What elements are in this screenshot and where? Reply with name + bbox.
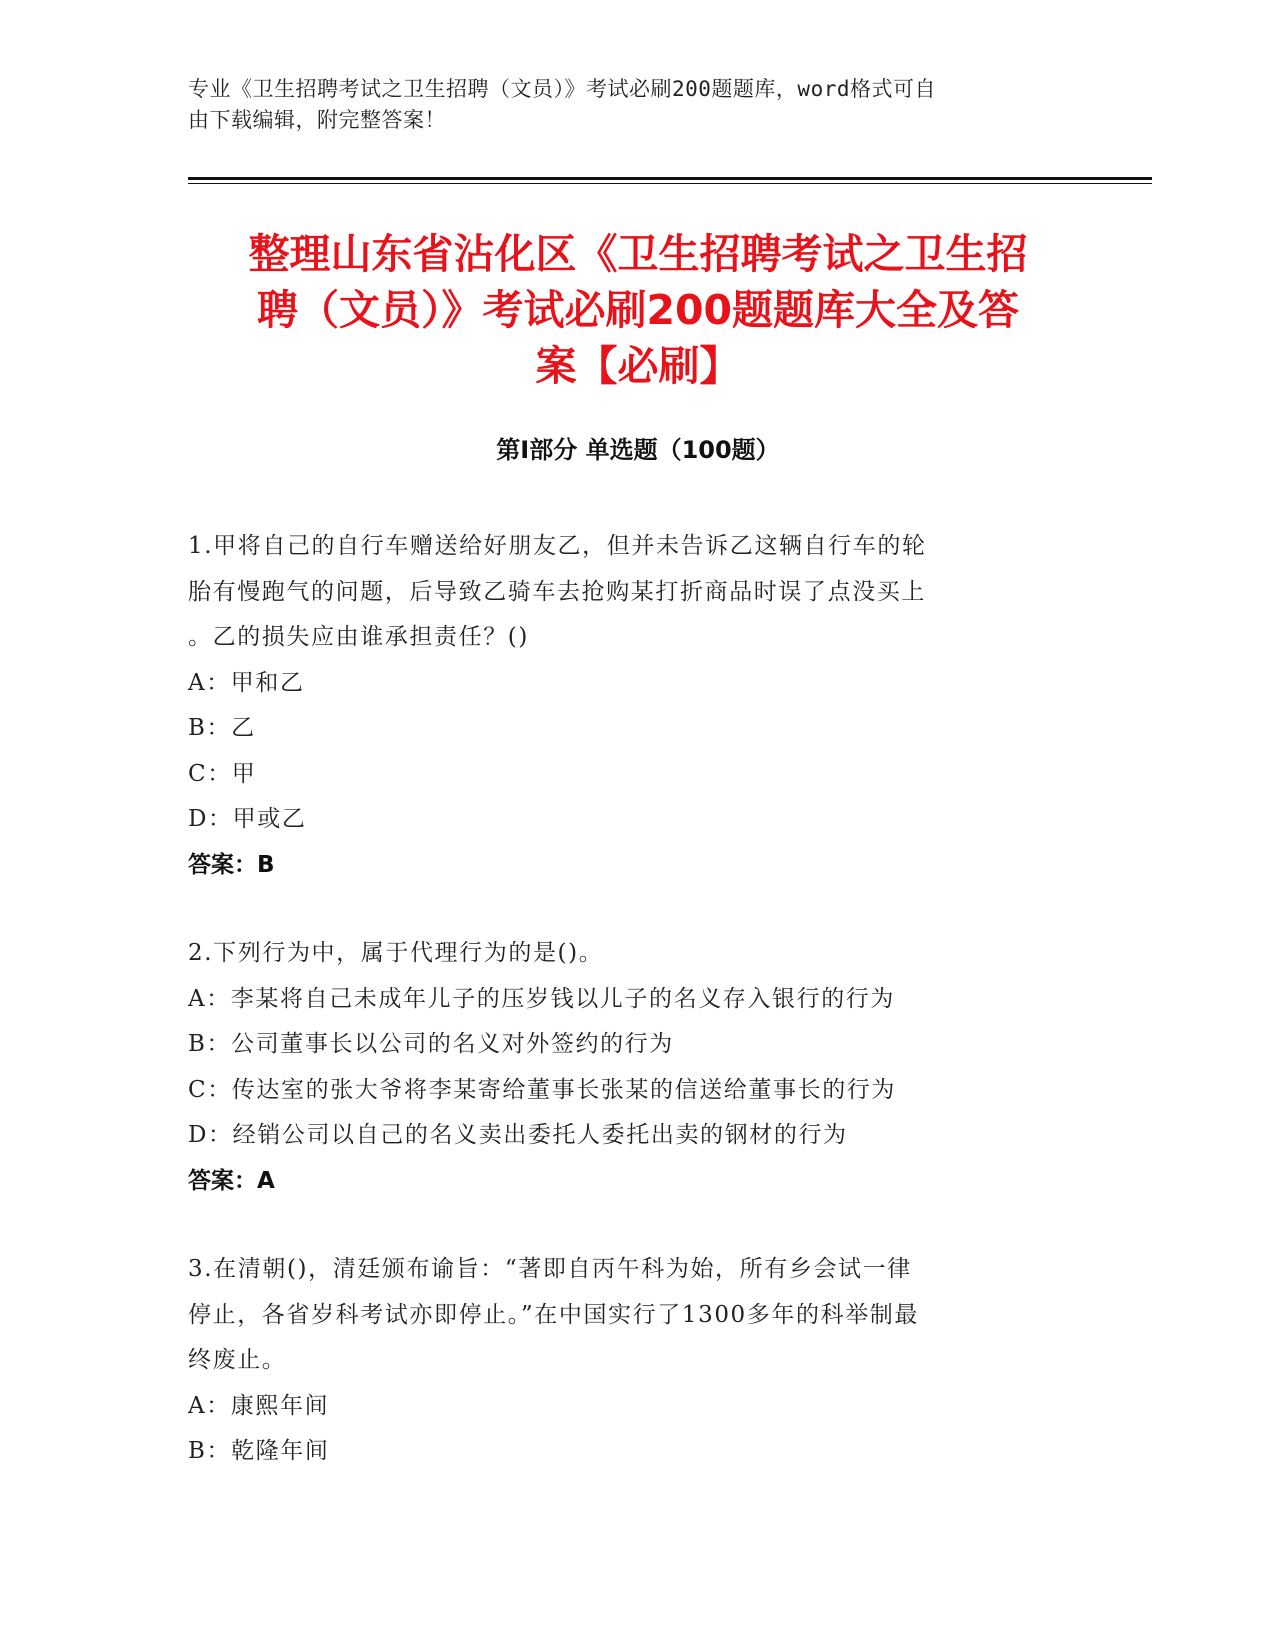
answer: 答案：B	[188, 851, 275, 878]
option-b: B：公司董事长以公司的名义对外签约的行为	[188, 1031, 674, 1057]
option-a: A：甲和乙	[188, 669, 305, 696]
option-b: B：乙	[188, 715, 256, 741]
header-note	[188, 74, 1088, 136]
question-stem-line: 1.甲将自己的自行车赠送给好朋友乙，但并未告诉乙这辆自行车的轮	[188, 533, 927, 559]
question-stem-line: 胎有慢跑气的问题，后导致乙骑车去抢购某打折商品时误了点没买上	[188, 578, 926, 605]
question-stem-line: 3.在清朝()，清廷颁布谕旨：“著即自丙午科为始，所有乡会试一律	[188, 1256, 912, 1282]
question-stem-line: 。乙的损失应由谁承担责任？()	[188, 624, 529, 650]
question-stem-line: 停止，各省岁科考试亦即停止。”在中国实行了1300多年的科举制最	[188, 1301, 919, 1328]
title-line: 整理山东省沾化区《卫生招聘考试之卫生招	[248, 230, 1028, 278]
question-3	[188, 1247, 1088, 1475]
option-d: D：经销公司以自己的名义卖出委托人委托出卖的钢材的行为	[188, 1122, 848, 1148]
header-rule-thick	[188, 177, 1152, 180]
option-b: B：乾隆年间	[188, 1438, 330, 1464]
document-title	[188, 226, 1088, 394]
question-stem-line: 2.下列行为中，属于代理行为的是()。	[188, 940, 604, 966]
question-stem-line: 终废止。	[188, 1347, 287, 1373]
title-line: 聘（文员）》考试必刷200题题库大全及答	[256, 286, 1020, 334]
answer: 答案：A	[188, 1167, 275, 1194]
header-note-line: 由下载编辑，附完整答案！	[188, 108, 446, 132]
question-list	[188, 524, 1088, 1518]
option-d: D：甲或乙	[188, 806, 307, 832]
header-note-line: 专业《卫生招聘考试之卫生招聘（文员）》考试必刷200题题库，word格式可自	[188, 77, 936, 101]
option-a: A：李某将自己未成年儿子的压岁钱以儿子的名义存入银行的行为	[188, 985, 896, 1012]
question-1	[188, 524, 1088, 888]
header-rule-thin	[188, 183, 1152, 184]
title-line: 案【必刷】	[535, 342, 741, 390]
option-c: C：甲	[188, 760, 257, 787]
section-title: 第Ⅰ部分 单选题（100题）	[496, 436, 780, 464]
option-c: C：传达室的张大爷将李某寄给董事长张某的信送给董事长的行为	[188, 1076, 896, 1103]
option-a: A：康熙年间	[188, 1392, 330, 1419]
question-2	[188, 931, 1088, 1204]
